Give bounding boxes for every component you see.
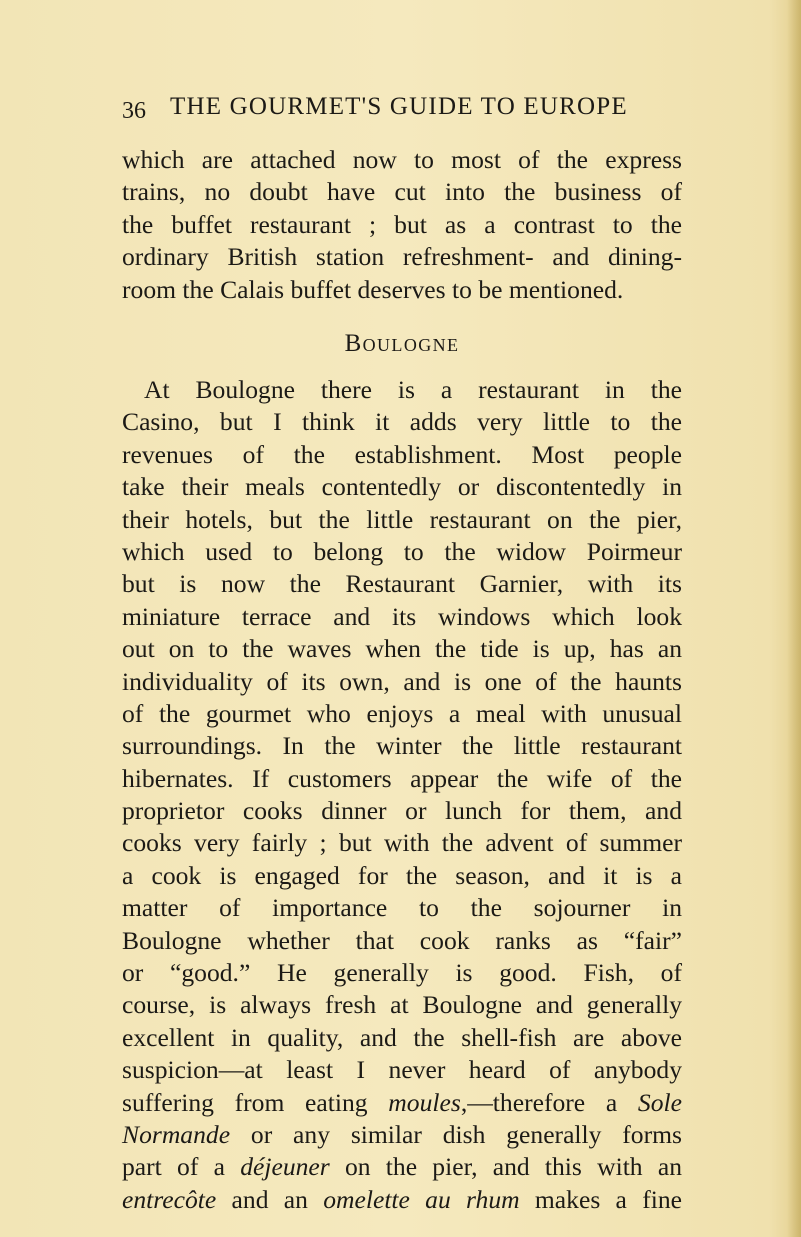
text-line: which used to belong to the widow Poirmeur — [122, 536, 682, 566]
text-line: room the Calais buffet deserves to be mentioned. — [122, 274, 624, 304]
text-line: or “good.” He generally is good. Fish, of — [122, 958, 682, 988]
text-line: but is now the Restaurant Garnier, with its — [122, 569, 682, 599]
page-number: 36 — [122, 98, 146, 124]
text-run: part of a — [122, 1152, 241, 1182]
italic-term: omelette au rhum — [323, 1184, 520, 1214]
text-line: course, is always fresh at Boulogne and generally — [122, 990, 682, 1020]
text-line: At Boulogne there is a restaurant in the — [144, 375, 682, 404]
text-line: out on to the waves when the tide is up, has an — [122, 634, 682, 664]
text-line: the buffet restaurant ; but as a contrast to the — [122, 209, 682, 239]
italic-term: entrecôte — [122, 1184, 217, 1214]
text-run: or any similar dish generally forms — [230, 1119, 682, 1149]
text-line: suspicion—at least I never heard of anybody — [122, 1055, 682, 1085]
italic-term: déjeuner — [240, 1152, 330, 1182]
text-line: a cook is engaged for the season, and it is a — [122, 860, 682, 890]
text-line: their hotels, but the little restaurant on the pier, — [122, 504, 682, 534]
text-run: and an — [216, 1184, 324, 1214]
text-line: hibernates. If customers appear the wife of the — [122, 763, 682, 793]
text-line-with-italics — [122, 1184, 682, 1216]
page-edge-shadow — [787, 0, 801, 1237]
text-line: matter of importance to the sojourner in — [122, 893, 682, 923]
italic-term: Normande — [122, 1119, 231, 1149]
text-line: Boulogne whether that cook ranks as “fair” — [122, 925, 682, 955]
text-line: ordinary British station refreshment- and dining- — [122, 242, 682, 272]
text-line: trains, no doubt have cut into the business of — [122, 177, 682, 207]
text-line: miniature terrace and its windows which look — [122, 601, 682, 631]
text-line-with-italics — [122, 1151, 682, 1183]
text-run: suffering from eating — [122, 1087, 389, 1117]
text-line: proprietor cooks dinner or lunch for them, and — [122, 796, 682, 826]
paragraph-2 — [122, 374, 682, 1216]
text-line: take their meals contentedly or discontentedly in — [122, 472, 682, 502]
running-head-title: THE GOURMET'S GUIDE TO EUROPE — [170, 93, 628, 120]
text-line-with-italics — [122, 1087, 682, 1119]
text-line: which are attached now to most of the express — [122, 145, 682, 174]
section-heading: Boulogne — [344, 330, 460, 357]
text-run: on the pier, and this with an — [329, 1152, 683, 1182]
text-line: Casino, but I think it adds very little to the — [122, 407, 682, 437]
italic-term: Sole — [637, 1087, 682, 1117]
paragraph-1 — [122, 144, 682, 306]
text-line: surroundings. In the winter the little restaurant — [122, 731, 682, 761]
text-line: excellent in quality, and the shell-fish are above — [122, 1022, 682, 1052]
text-line: of the gourmet who enjoys a meal with unusual — [122, 698, 682, 728]
text-run: ,—therefore a — [460, 1087, 638, 1117]
text-line-with-italics — [122, 1119, 682, 1151]
text-run: makes a fine — [519, 1184, 682, 1214]
text-line: revenues of the establishment. Most people — [122, 439, 682, 469]
italic-term: moules — [388, 1087, 461, 1117]
running-head — [122, 92, 682, 126]
text-line: individuality of its own, and is one of the haunts — [122, 666, 682, 696]
text-line: cooks very fairly ; but with the advent of summer — [122, 828, 682, 858]
